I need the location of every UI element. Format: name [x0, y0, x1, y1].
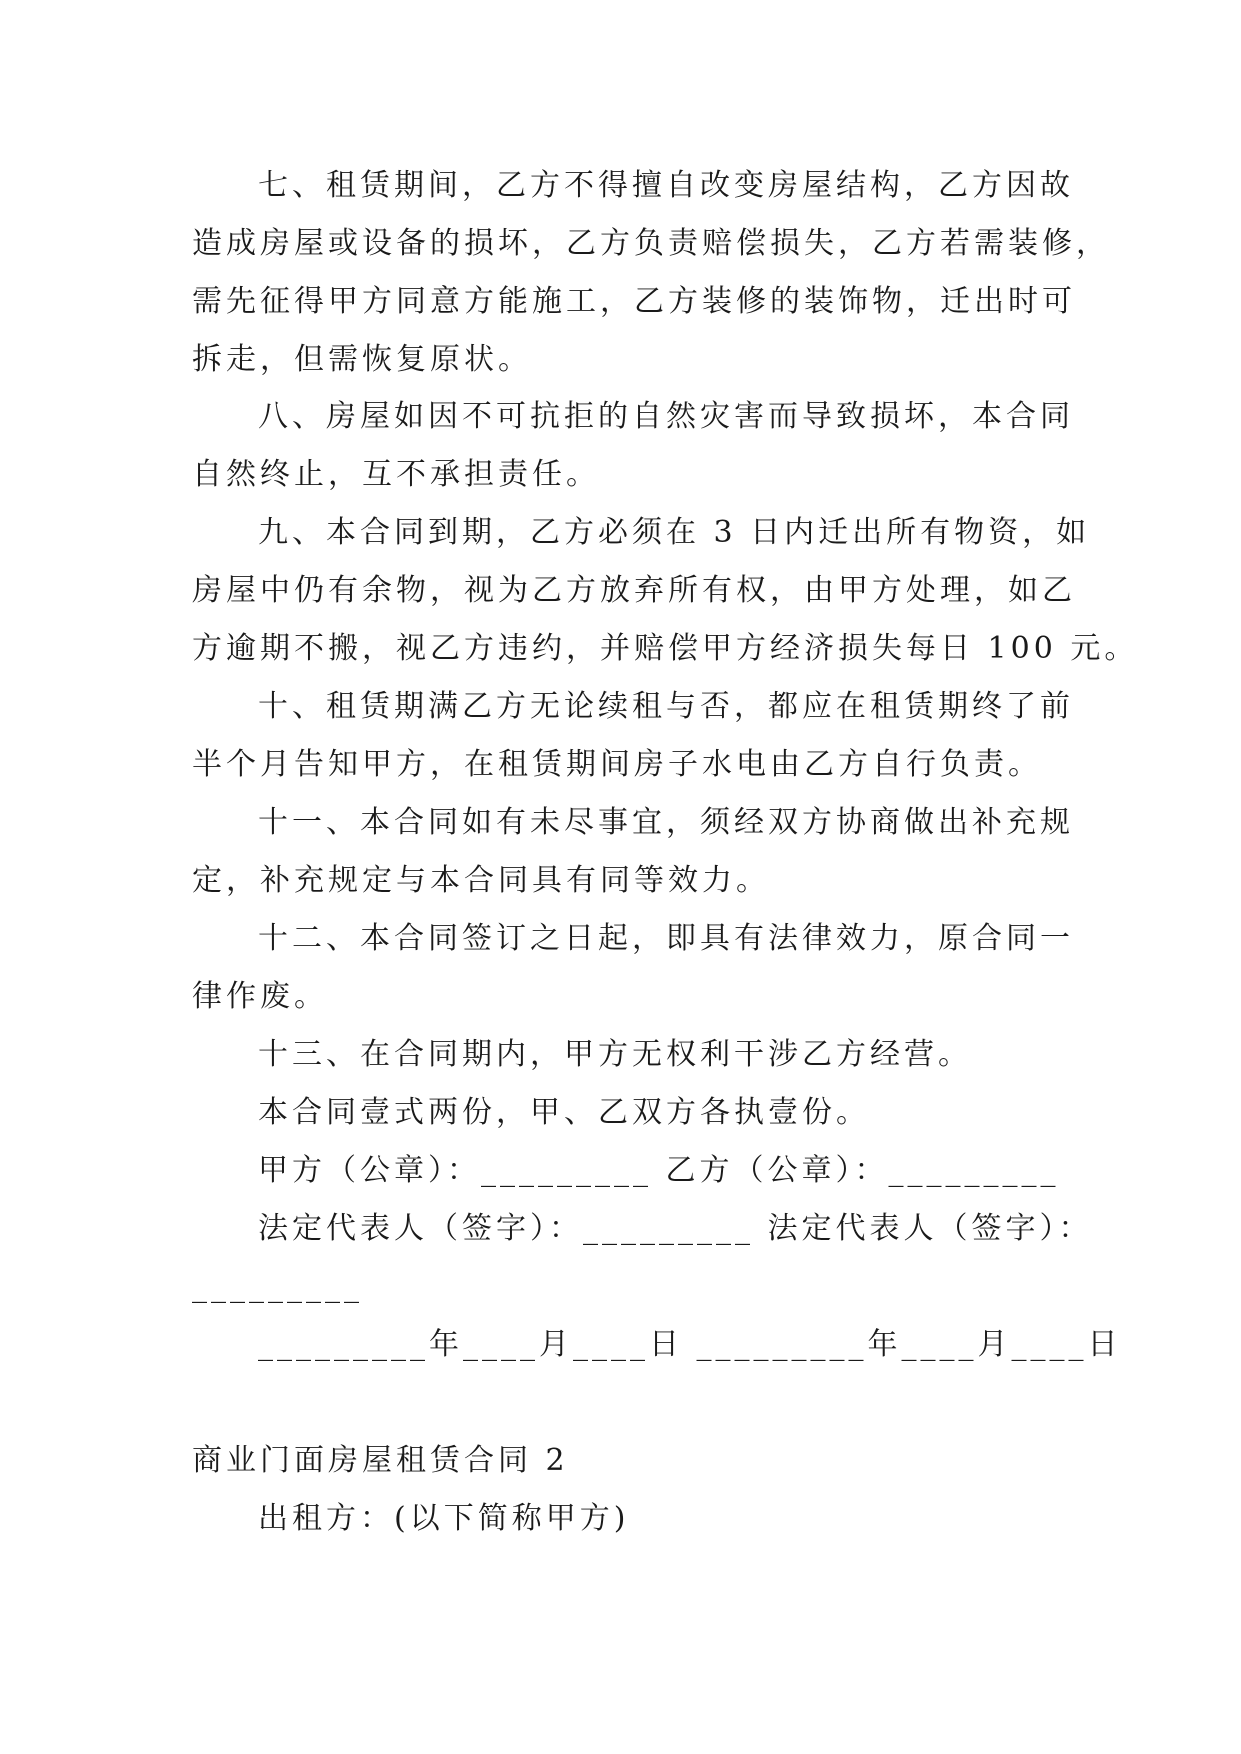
copies-statement: 本合同壹式两份，甲、乙双方各执壹份。 [258, 1095, 870, 1130]
contract-2-title: 商业门面房屋租赁合同 2 [192, 1443, 569, 1478]
clause-9-line-1: 九、本合同到期，乙方必须在 3 日内迁出所有物资，如 [258, 515, 1091, 550]
clause-8-line-2: 自然终止，互不承担责任。 [192, 457, 600, 492]
lessor-line: 出租方：(以下简称甲方) [258, 1501, 630, 1536]
clause-9-line-3: 方逾期不搬，视乙方违约，并赔偿甲方经济损失每日 100 元。 [192, 631, 1139, 666]
representative-line: 法定代表人（签字）：_________ 法定代表人（签字）： [258, 1211, 1093, 1246]
clause-7-line-3: 需先征得甲方同意方能施工，乙方装修的装饰物，迁出时可 [192, 284, 1076, 319]
clause-7-line-4: 拆走，但需恢复原状。 [192, 342, 532, 377]
clause-11-line-1: 十一、本合同如有未尽事宜，须经双方协商做出补充规 [258, 805, 1074, 840]
representative-blank: _________ [192, 1269, 363, 1304]
clause-9-line-2: 房屋中仍有余物，视为乙方放弃所有权，由甲方处理，如乙 [192, 573, 1076, 608]
clause-13: 十三、在合同期内，甲方无权利干涉乙方经营。 [258, 1037, 972, 1072]
clause-10-line-2: 半个月告知甲方，在租赁期间房子水电由乙方自行负责。 [192, 747, 1042, 782]
clause-12-line-1: 十二、本合同签订之日起，即具有法律效力，原合同一 [258, 921, 1074, 956]
date-line: _________年____月____日 _________年____月____日 [258, 1327, 1122, 1362]
clause-12-line-2: 律作废。 [192, 979, 328, 1014]
clause-7-line-2: 造成房屋或设备的损坏，乙方负责赔偿损失，乙方若需装修， [192, 226, 1110, 261]
clause-8-line-1: 八、房屋如因不可抗拒的自然灾害而导致损坏，本合同 [258, 399, 1074, 434]
clause-10-line-1: 十、租赁期满乙方无论续租与否，都应在租赁期终了前 [258, 689, 1074, 724]
clause-7-line-1: 七、租赁期间，乙方不得擅自改变房屋结构，乙方因故 [258, 168, 1074, 203]
clause-11-line-2: 定，补充规定与本合同具有同等效力。 [192, 863, 770, 898]
seal-line: 甲方（公章）：_________ 乙方（公章）：_________ [258, 1153, 1060, 1188]
